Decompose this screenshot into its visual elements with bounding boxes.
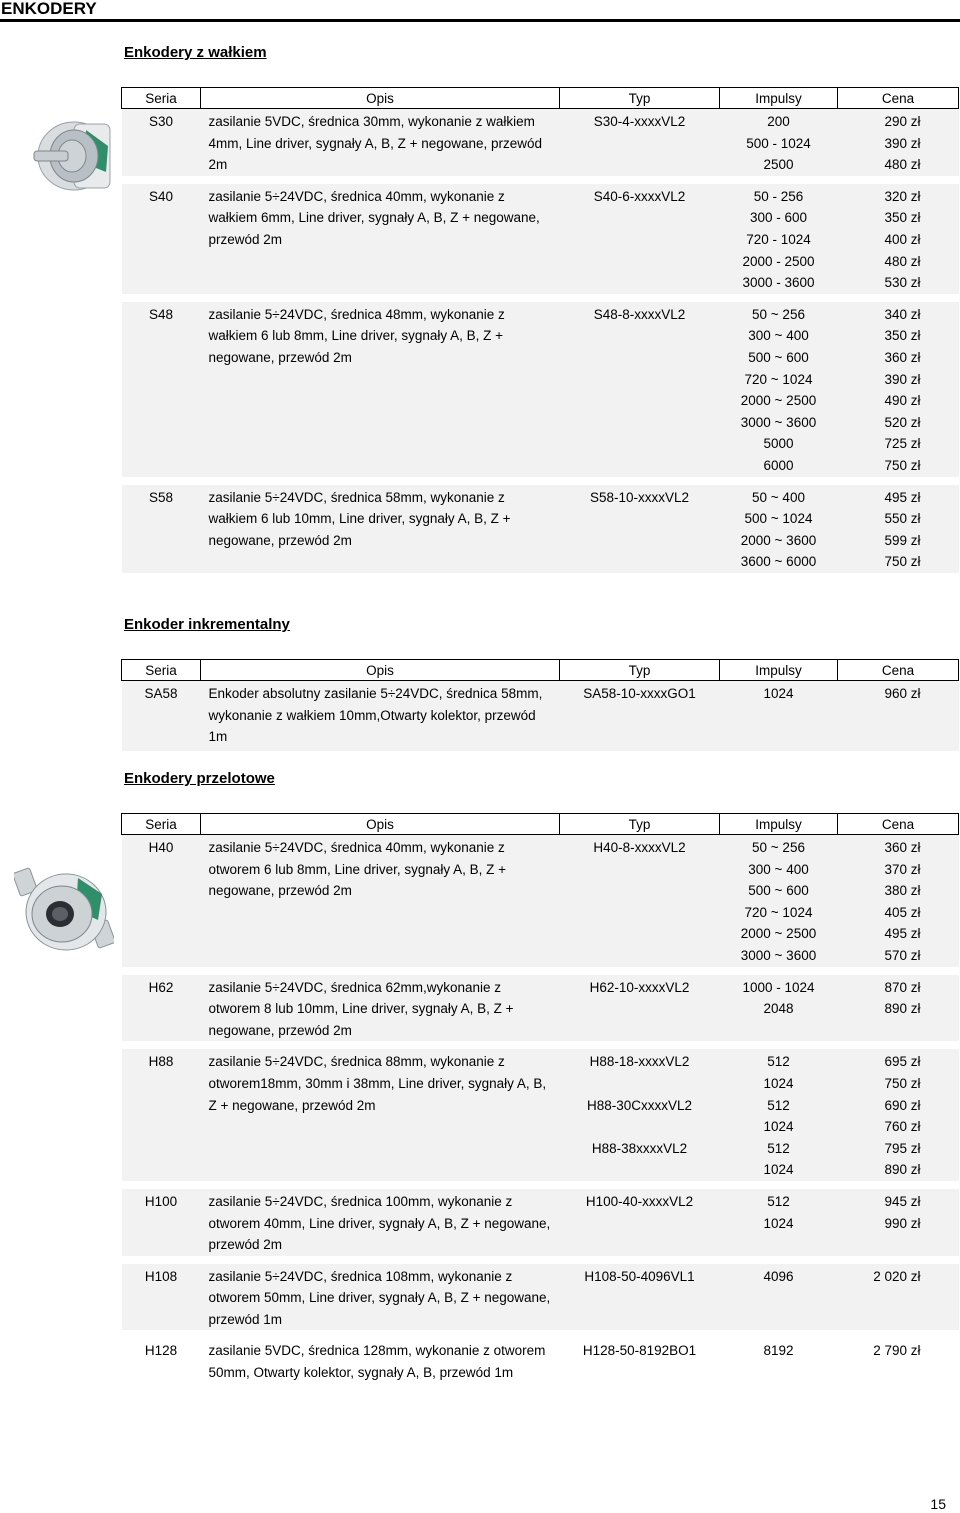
impulsy-value: 50 ~ 256 [752, 306, 805, 322]
impulsy-value: 2000 ~ 3600 [740, 532, 817, 548]
typ-value: H62-10-xxxxVL2 [589, 979, 690, 995]
seria-cell: H88 [148, 1054, 174, 1070]
opis-cell: zasilanie 5÷24VDC, średnica 100mm, wykonanie z otworem 40mm, Line driver, sygnały A, B, Z + negowane, przewód 2m [208, 1193, 551, 1253]
impulsy-value: 50 ~ 256 [752, 840, 805, 855]
impulsy-value: 1024 [763, 1215, 794, 1231]
typ-value: S40-6-xxxxVL2 [593, 188, 686, 204]
typ-cell [560, 1189, 720, 1256]
cena-value: 750 zł [884, 457, 921, 473]
impulsy-value: 1000 - 1024 [742, 979, 815, 995]
page-title: ENKODERY [0, 0, 960, 22]
cena-value: 750 zł [884, 1075, 921, 1091]
cena-value: 760 zł [884, 1119, 921, 1135]
impulsy-cell [720, 835, 838, 967]
cena-value: 890 zł [884, 1162, 921, 1178]
opis-cell: zasilanie 5VDC, średnica 128mm, wykonanie z otworem 50mm, Otwarty kolektor, sygnały A, B, przewód 1m [208, 1343, 546, 1381]
opis-cell: zasilanie 5÷24VDC, średnica 88mm, wykonanie z otworem18mm, 30mm i 38mm, Line driver, sygnały A, B, Z + negowane, przewód 2m [208, 1054, 547, 1113]
cena-value: 495 zł [884, 926, 921, 942]
typ-value: H40-8-xxxxVL2 [593, 840, 686, 855]
impulsy-value: 3000 - 3600 [742, 275, 815, 291]
typ-cell [560, 1264, 720, 1331]
impulsy-cell [720, 485, 838, 573]
cena-value: 2 020 zł [873, 1268, 921, 1284]
opis-cell: zasilanie 5÷24VDC, średnica 58mm, wykonanie z wałkiem 6 lub 10mm, Line driver, sygnały A, B, Z + negowane, przewód 2m [208, 489, 511, 548]
hollow-encoder-image [14, 860, 114, 958]
impulsy-value: 3600 ~ 6000 [740, 554, 817, 570]
cena-value: 550 zł [884, 511, 921, 527]
impulsy-value: 2000 - 2500 [742, 253, 815, 269]
impulsy-value: 720 ~ 1024 [744, 904, 813, 920]
impulsy-value: 4096 [763, 1268, 794, 1284]
typ-value [560, 1159, 720, 1181]
cena-cell [838, 835, 959, 967]
typ-cell [560, 302, 720, 477]
cena-value: 390 zł [884, 371, 921, 387]
header-cena: Cena [838, 814, 959, 835]
typ-cell [560, 1338, 720, 1383]
cena-value: 570 zł [884, 947, 921, 963]
impulsy-cell [720, 1264, 838, 1331]
seria-cell: S40 [148, 188, 174, 204]
typ-value: H108-50-4096VL1 [584, 1268, 695, 1284]
cena-cell [838, 302, 959, 477]
header-row [122, 814, 959, 835]
impulsy-value: 500 ~ 600 [748, 349, 809, 365]
typ-value: H88-30CxxxxVL2 [586, 1097, 693, 1113]
impulsy-cell [720, 975, 838, 1042]
cena-value: 530 zł [884, 275, 921, 291]
header-typ: Typ [560, 660, 720, 681]
seria-cell: S58 [148, 489, 174, 505]
cena-value: 990 zł [884, 1215, 921, 1231]
typ-value: H100-40-xxxxVL2 [585, 1193, 694, 1209]
impulsy-value: 512 [767, 1140, 790, 1156]
table-row [122, 975, 959, 1042]
impulsy-value: 3000 ~ 3600 [740, 947, 817, 963]
typ-cell [560, 485, 720, 573]
impulsy-value: 1024 [763, 686, 794, 701]
header-opis: Opis [201, 88, 560, 109]
cena-value: 725 zł [884, 436, 921, 452]
typ-cell [560, 975, 720, 1042]
opis-cell: zasilanie 5VDC, średnica 30mm, wykonanie z wałkiem 4mm, Line driver, sygnały A, B, Z + negowane, przewód 2m [208, 114, 543, 173]
header-typ: Typ [560, 88, 720, 109]
impulsy-value: 50 - 256 [753, 188, 804, 204]
table-row [122, 1189, 959, 1256]
seria-cell: H62 [148, 979, 174, 995]
table-row [122, 109, 959, 176]
impulsy-value: 720 - 1024 [746, 231, 811, 247]
impulsy-value: 50 ~ 400 [752, 489, 805, 505]
impulsy-value: 2000 ~ 2500 [740, 393, 817, 409]
impulsy-value: 512 [767, 1054, 790, 1070]
cena-value: 480 zł [884, 253, 921, 269]
table-row [122, 681, 959, 751]
opis-cell: zasilanie 5÷24VDC, średnica 40mm, wykonanie z wałkiem 6mm, Line driver, sygnały A, B, Z + negowane, przewód 2m [208, 188, 540, 247]
cena-value: 695 zł [884, 1054, 921, 1070]
hollow-encoders-table [121, 813, 959, 1384]
opis-cell: zasilanie 5÷24VDC, średnica 48mm, wykonanie z wałkiem 6 lub 8mm, Line driver, sygnały A, B, Z + negowane, przewód 2m [208, 306, 505, 365]
opis-cell: zasilanie 5÷24VDC, średnica 62mm,wykonanie z otworem 8 lub 10mm, Line driver, sygnały A, B, Z + negowane, przewód 2m [208, 979, 514, 1038]
typ-value: H88-18-xxxxVL2 [589, 1054, 690, 1070]
typ-value: H88-38xxxxVL2 [591, 1140, 688, 1156]
typ-value: S58-10-xxxxVL2 [589, 489, 690, 505]
impulsy-value: 500 - 1024 [746, 135, 811, 151]
typ-value [560, 1116, 720, 1138]
cena-value: 795 zł [884, 1140, 921, 1156]
cena-value: 890 zł [884, 1001, 921, 1017]
header-row [122, 88, 959, 109]
cena-cell [838, 485, 959, 573]
table-row [122, 1338, 959, 1383]
cena-value: 750 zł [884, 554, 921, 570]
seria-cell: H128 [144, 1343, 178, 1359]
table-row [122, 1264, 959, 1331]
cena-value: 960 zł [884, 686, 921, 701]
impulsy-value: 3000 ~ 3600 [740, 414, 817, 430]
impulsy-value: 1024 [763, 1162, 794, 1178]
impulsy-value: 1024 [763, 1075, 794, 1091]
header-typ: Typ [560, 814, 720, 835]
typ-value: S48-8-xxxxVL2 [593, 306, 686, 322]
shaft-encoders-table [121, 87, 959, 573]
opis-cell: zasilanie 5÷24VDC, średnica 108mm, wykonanie z otworem 50mm, Line driver, sygnały A, B, Z + negowane, przewód 1m [208, 1268, 551, 1327]
header-row [122, 660, 959, 681]
typ-cell [560, 681, 720, 751]
typ-value: SA58-10-xxxxGO1 [583, 686, 696, 701]
header-cena: Cena [838, 660, 959, 681]
impulsy-cell [720, 681, 838, 751]
header-seria: Seria [122, 88, 201, 109]
cena-value: 380 zł [884, 883, 921, 899]
seria-cell: SA58 [144, 686, 178, 701]
typ-cell [560, 1049, 720, 1181]
cena-value: 870 zł [884, 979, 921, 995]
impulsy-value: 300 ~ 400 [748, 328, 809, 344]
cena-value: 400 zł [884, 231, 921, 247]
impulsy-value: 720 ~ 1024 [744, 371, 813, 387]
shaft-encoder-image [30, 116, 114, 196]
table-row [122, 835, 959, 967]
header-opis: Opis [201, 660, 560, 681]
seria-cell: H108 [144, 1268, 178, 1284]
typ-value [560, 1073, 720, 1095]
cena-value: 945 zł [884, 1193, 921, 1209]
impulsy-cell [720, 302, 838, 477]
seria-cell: H40 [148, 840, 174, 855]
impulsy-cell [720, 109, 838, 176]
section-title-shaft: Enkodery z wałkiem [124, 44, 267, 61]
impulsy-value: 6000 [763, 457, 794, 473]
cena-cell [838, 1338, 959, 1383]
impulsy-cell [720, 1049, 838, 1181]
cena-value: 290 zł [884, 114, 921, 129]
header-impulsy: Impulsy [720, 660, 838, 681]
impulsy-value: 512 [767, 1097, 790, 1113]
cena-cell [838, 1264, 959, 1331]
header-seria: Seria [122, 814, 201, 835]
impulsy-value: 512 [767, 1193, 790, 1209]
table-row [122, 1049, 959, 1181]
table-row [122, 184, 959, 294]
typ-cell [560, 184, 720, 294]
incremental-encoder-table [121, 659, 959, 751]
seria-cell: S30 [148, 114, 174, 129]
impulsy-value: 1024 [763, 1119, 794, 1135]
opis-cell: zasilanie 5÷24VDC, średnica 40mm, wykonanie z otworem 6 lub 8mm, Line driver, sygnały A, B, Z + negowane, przewód 2m [208, 840, 507, 899]
cena-value: 320 zł [884, 188, 921, 204]
cena-cell [838, 184, 959, 294]
impulsy-value: 500 ~ 600 [748, 883, 809, 899]
impulsy-cell [720, 1189, 838, 1256]
seria-cell: S48 [148, 306, 174, 322]
cena-cell [838, 1189, 959, 1256]
typ-value: S30-4-xxxxVL2 [593, 114, 686, 129]
cena-value: 350 zł [884, 210, 921, 226]
typ-value: H128-50-8192BO1 [582, 1343, 697, 1359]
cena-value: 370 zł [884, 861, 921, 877]
cena-value: 599 zł [884, 532, 921, 548]
header-cena: Cena [838, 88, 959, 109]
impulsy-value: 8192 [763, 1343, 794, 1359]
cena-value: 2 790 zł [873, 1343, 921, 1359]
header-impulsy: Impulsy [720, 814, 838, 835]
impulsy-cell [720, 1338, 838, 1383]
impulsy-cell [720, 184, 838, 294]
cena-value: 495 zł [884, 489, 921, 505]
header-impulsy: Impulsy [720, 88, 838, 109]
cena-value: 405 zł [884, 904, 921, 920]
cena-value: 390 zł [884, 135, 921, 151]
typ-cell [560, 835, 720, 967]
impulsy-value: 2000 ~ 2500 [740, 926, 817, 942]
page-number: 15 [930, 1496, 946, 1512]
header-opis: Opis [201, 814, 560, 835]
cena-cell [838, 109, 959, 176]
impulsy-value: 5000 [763, 436, 794, 452]
table-row [122, 485, 959, 573]
impulsy-value: 2048 [763, 1001, 794, 1017]
cena-value: 340 zł [884, 306, 921, 322]
table-row [122, 302, 959, 477]
cena-value: 360 zł [884, 349, 921, 365]
header-seria: Seria [122, 660, 201, 681]
cena-cell [838, 975, 959, 1042]
impulsy-value: 200 [767, 114, 790, 129]
cena-value: 520 zł [884, 414, 921, 430]
cena-value: 480 zł [884, 157, 921, 173]
cena-value: 350 zł [884, 328, 921, 344]
cena-value: 690 zł [884, 1097, 921, 1113]
impulsy-value: 2500 [763, 157, 794, 173]
section-title-hollow: Enkodery przelotowe [124, 770, 275, 787]
impulsy-value: 500 ~ 1024 [744, 511, 813, 527]
cena-value: 360 zł [884, 840, 921, 855]
opis-cell: Enkoder absolutny zasilanie 5÷24VDC, średnica 58mm, wykonanie z wałkiem 10mm,Otwarty kolektor, przewód 1m [208, 686, 543, 745]
impulsy-value: 300 ~ 400 [748, 861, 809, 877]
typ-cell [560, 109, 720, 176]
impulsy-value: 300 - 600 [749, 210, 808, 226]
seria-cell: H100 [144, 1193, 178, 1209]
cena-cell [838, 1049, 959, 1181]
cena-cell [838, 681, 959, 751]
section-title-incremental: Enkoder inkrementalny [124, 616, 290, 633]
cena-value: 490 zł [884, 393, 921, 409]
